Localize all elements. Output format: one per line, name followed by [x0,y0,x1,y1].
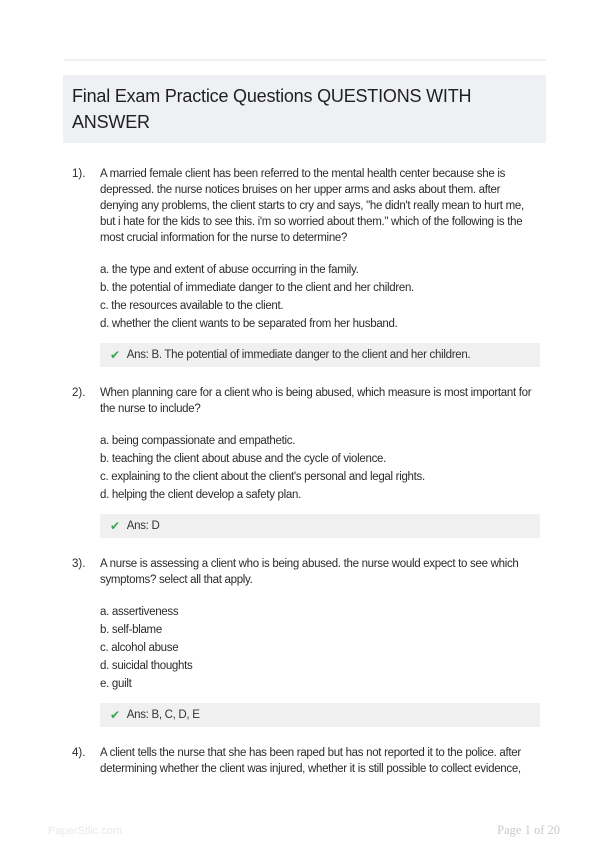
footer-watermark: PaperStlic.com [48,825,122,837]
question-number: 4). [72,747,86,759]
option-item: c. the resources available to the client. [100,300,284,312]
question-block [72,385,546,538]
question-number: 3). [72,558,86,570]
option-item: a. the type and extent of abuse occurring in the family. [100,264,359,276]
question-number: 2). [72,387,86,399]
page-title: Final Exam Practice Questions QUESTIONS WITH ANSWER [72,86,472,132]
option-item: b. teaching the client about abuse and the cycle of violence. [100,453,387,465]
answer-text: Ans: B. The potential of immediate danger to the client and her children. [126,349,471,361]
check-icon: ✔ [110,519,120,533]
option-item: a. assertiveness [100,606,179,618]
document-title-box [63,75,546,143]
page [0,59,606,859]
options-list [100,262,540,332]
option-item: d. helping the client develop a safety plan. [100,489,301,501]
option-item: b. the potential of immediate danger to the client and her children. [100,282,414,294]
question-body [100,166,540,367]
answer-box [100,343,540,367]
question-text: A married female client has been referred to the mental health center because she is depressed. the nurse notices bruises on her upper arms and asks about them. after denying any problems, the client starts to cry and says, "he didn't really mean to hurt me, but i hate for the kids to see this. i'm so worried about them." which of the following is the most crucial information for the nurse to determine? [100,168,524,244]
check-icon: ✔ [110,708,120,722]
questions-list [72,166,546,777]
question-text: A client tells the nurse that she has been raped but has not reported it to the police. after determining whether the client was injured, whether it is still possible to collect evidence, [100,747,521,775]
answer-box [100,703,540,727]
option-item: a. being compassionate and empathetic. [100,435,296,447]
top-divider [64,59,546,61]
option-item: d. suicidal thoughts [100,660,193,672]
answer-text: Ans: D [126,520,160,532]
answer-box [100,514,540,538]
page-number: Page 1 of 20 [497,823,560,837]
question-text: When planning care for a client who is being abused, which measure is most important for the nurse to include? [100,387,532,415]
options-list [100,433,540,503]
question-body [100,385,540,538]
question-text: A nurse is assessing a client who is being abused. the nurse would expect to see which symptoms? select all that apply. [100,558,519,586]
question-body [100,556,540,727]
question-block [72,166,546,367]
answer-text: Ans: B, C, D, E [126,709,200,721]
question-block [72,745,546,777]
option-item: b. self-blame [100,624,162,636]
option-item: c. explaining to the client about the client's personal and legal rights. [100,471,425,483]
options-list [100,604,540,692]
option-item: d. whether the client wants to be separated from her husband. [100,318,398,330]
question-body [100,745,540,777]
check-icon: ✔ [110,348,120,362]
option-item: c. alcohol abuse [100,642,179,654]
question-number: 1). [72,168,86,180]
question-block [72,556,546,727]
option-item: e. guilt [100,678,132,690]
